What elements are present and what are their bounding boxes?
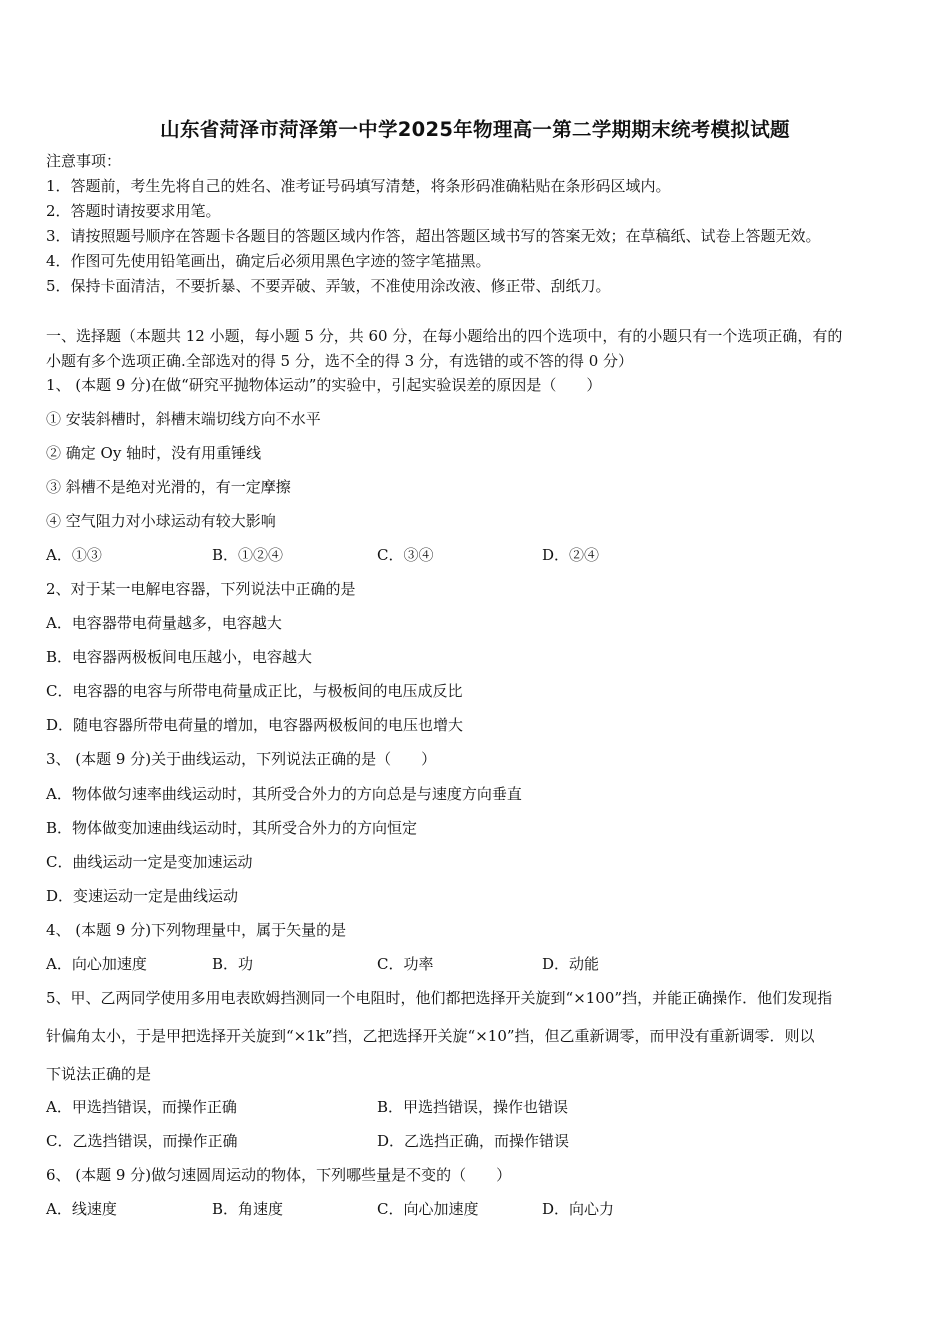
q6-option-b: B．角速度 xyxy=(212,1200,284,1218)
note-item: 3．请按照题号顺序在答题卡各题目的答题区域内作答，超出答题区域书写的答案无效；在草稿纸、试卷上答题无效。 xyxy=(46,227,821,245)
q1-statement: ② 确定 Oy 轴时，没有用重锤线 xyxy=(46,444,262,462)
note-item: 5．保持卡面清洁，不要折暴、不要弄破、弄皱，不准使用涂改液、修正带、刮纸刀。 xyxy=(46,277,611,295)
note-item: 1．答题前，考生先将自己的姓名、准考证号码填写清楚，将条形码准确粘贴在条形码区域内。 xyxy=(46,177,671,195)
section-heading-line2: 小题有多个选项正确.全部选对的得 5 分，选不全的得 3 分，有选错的或不答的得 0 分） xyxy=(46,352,634,370)
q5-options-row1 xyxy=(46,1100,906,1120)
q2-option-c: C．电容器的电容与所带电荷量成正比，与极板间的电压成反比 xyxy=(46,682,463,700)
q5-option-b: B．甲选挡错误，操作也错误 xyxy=(377,1098,569,1116)
q1-statement: ④ 空气阻力对小球运动有较大影响 xyxy=(46,512,276,530)
question-2-stem: 2、对于某一电解电容器，下列说法中正确的是 xyxy=(46,580,356,598)
exam-title: 山东省菏泽市菏泽第一中学2025年物理高一第二学期期末统考模拟试题 xyxy=(160,118,790,141)
q4-options xyxy=(46,957,906,977)
question-1-stem: 1、 (本题 9 分)在做“研究平抛物体运动”的实验中，引起实验误差的原因是（ ） xyxy=(46,376,602,394)
question-3-stem: 3、 (本题 9 分)关于曲线运动，下列说法正确的是（ ） xyxy=(46,750,437,768)
q4-option-d: D．动能 xyxy=(542,955,600,973)
q3-option-b: B．物体做变加速曲线运动时，其所受合外力的方向恒定 xyxy=(46,819,418,837)
q4-option-b: B．功 xyxy=(212,955,254,973)
q4-option-c: C．功率 xyxy=(377,955,434,973)
q6-options xyxy=(46,1202,906,1222)
q3-option-d: D．变速运动一定是曲线运动 xyxy=(46,887,239,905)
q1-options xyxy=(46,548,906,568)
note-item: 2．答题时请按要求用笔。 xyxy=(46,202,221,220)
q1-statement: ③ 斜槽不是绝对光滑的，有一定摩擦 xyxy=(46,478,291,496)
q6-option-a: A．线速度 xyxy=(46,1200,117,1218)
q1-option-c: C．③④ xyxy=(377,546,434,564)
q1-option-b: B．①②④ xyxy=(212,546,284,564)
question-4-stem: 4、 (本题 9 分)下列物理量中，属于矢量的是 xyxy=(46,921,347,939)
q1-statement: ① 安装斜槽时，斜槽末端切线方向不水平 xyxy=(46,410,321,428)
q1-option-d: D．②④ xyxy=(542,546,600,564)
q3-option-a: A．物体做匀速率曲线运动时，其所受合外力的方向总是与速度方向垂直 xyxy=(46,785,522,803)
q3-option-c: C．曲线运动一定是变加速运动 xyxy=(46,853,253,871)
note-item: 4．作图可先使用铅笔画出，确定后必须用黑色字迹的签字笔描黑。 xyxy=(46,252,491,270)
q5-option-c: C．乙选挡错误，而操作正确 xyxy=(46,1132,238,1150)
q2-option-a: A．电容器带电荷量越多，电容越大 xyxy=(46,614,282,632)
q2-option-d: D．随电容器所带电荷量的增加，电容器两极板间的电压也增大 xyxy=(46,716,464,734)
q5-option-d: D．乙选挡正确，而操作错误 xyxy=(377,1132,570,1150)
question-5-stem-line3: 下说法正确的是 xyxy=(46,1065,152,1083)
section-heading-line1: 一、选择题（本题共 12 小题，每小题 5 分，共 60 分，在每小题给出的四个选项中，有的小题只有一个选项正确，有的 xyxy=(46,327,843,345)
q1-option-a: A．①③ xyxy=(46,546,102,564)
q2-option-b: B．电容器两极板间电压越小，电容越大 xyxy=(46,648,313,666)
question-5-stem-line1: 5、甲、乙两同学使用多用电表欧姆挡测同一个电阻时，他们都把选择开关旋到“×100”挡，并能正确操作．他们发现指 xyxy=(46,989,833,1007)
notes-heading: 注意事项： xyxy=(46,152,122,170)
q6-option-d: D．向心力 xyxy=(542,1200,615,1218)
q4-option-a: A．向心加速度 xyxy=(46,955,147,973)
q5-options-row2 xyxy=(46,1134,906,1154)
q5-option-a: A．甲选挡错误，而操作正确 xyxy=(46,1098,237,1116)
q6-option-c: C．向心加速度 xyxy=(377,1200,479,1218)
question-5-stem-line2: 针偏角太小，于是甲把选择开关旋到“×1k”挡，乙把选择开关旋“×10”挡，但乙重新调零，而甲没有重新调零．则以 xyxy=(46,1027,815,1045)
question-6-stem: 6、 (本题 9 分)做匀速圆周运动的物体，下列哪些量是不变的（ ） xyxy=(46,1166,512,1184)
